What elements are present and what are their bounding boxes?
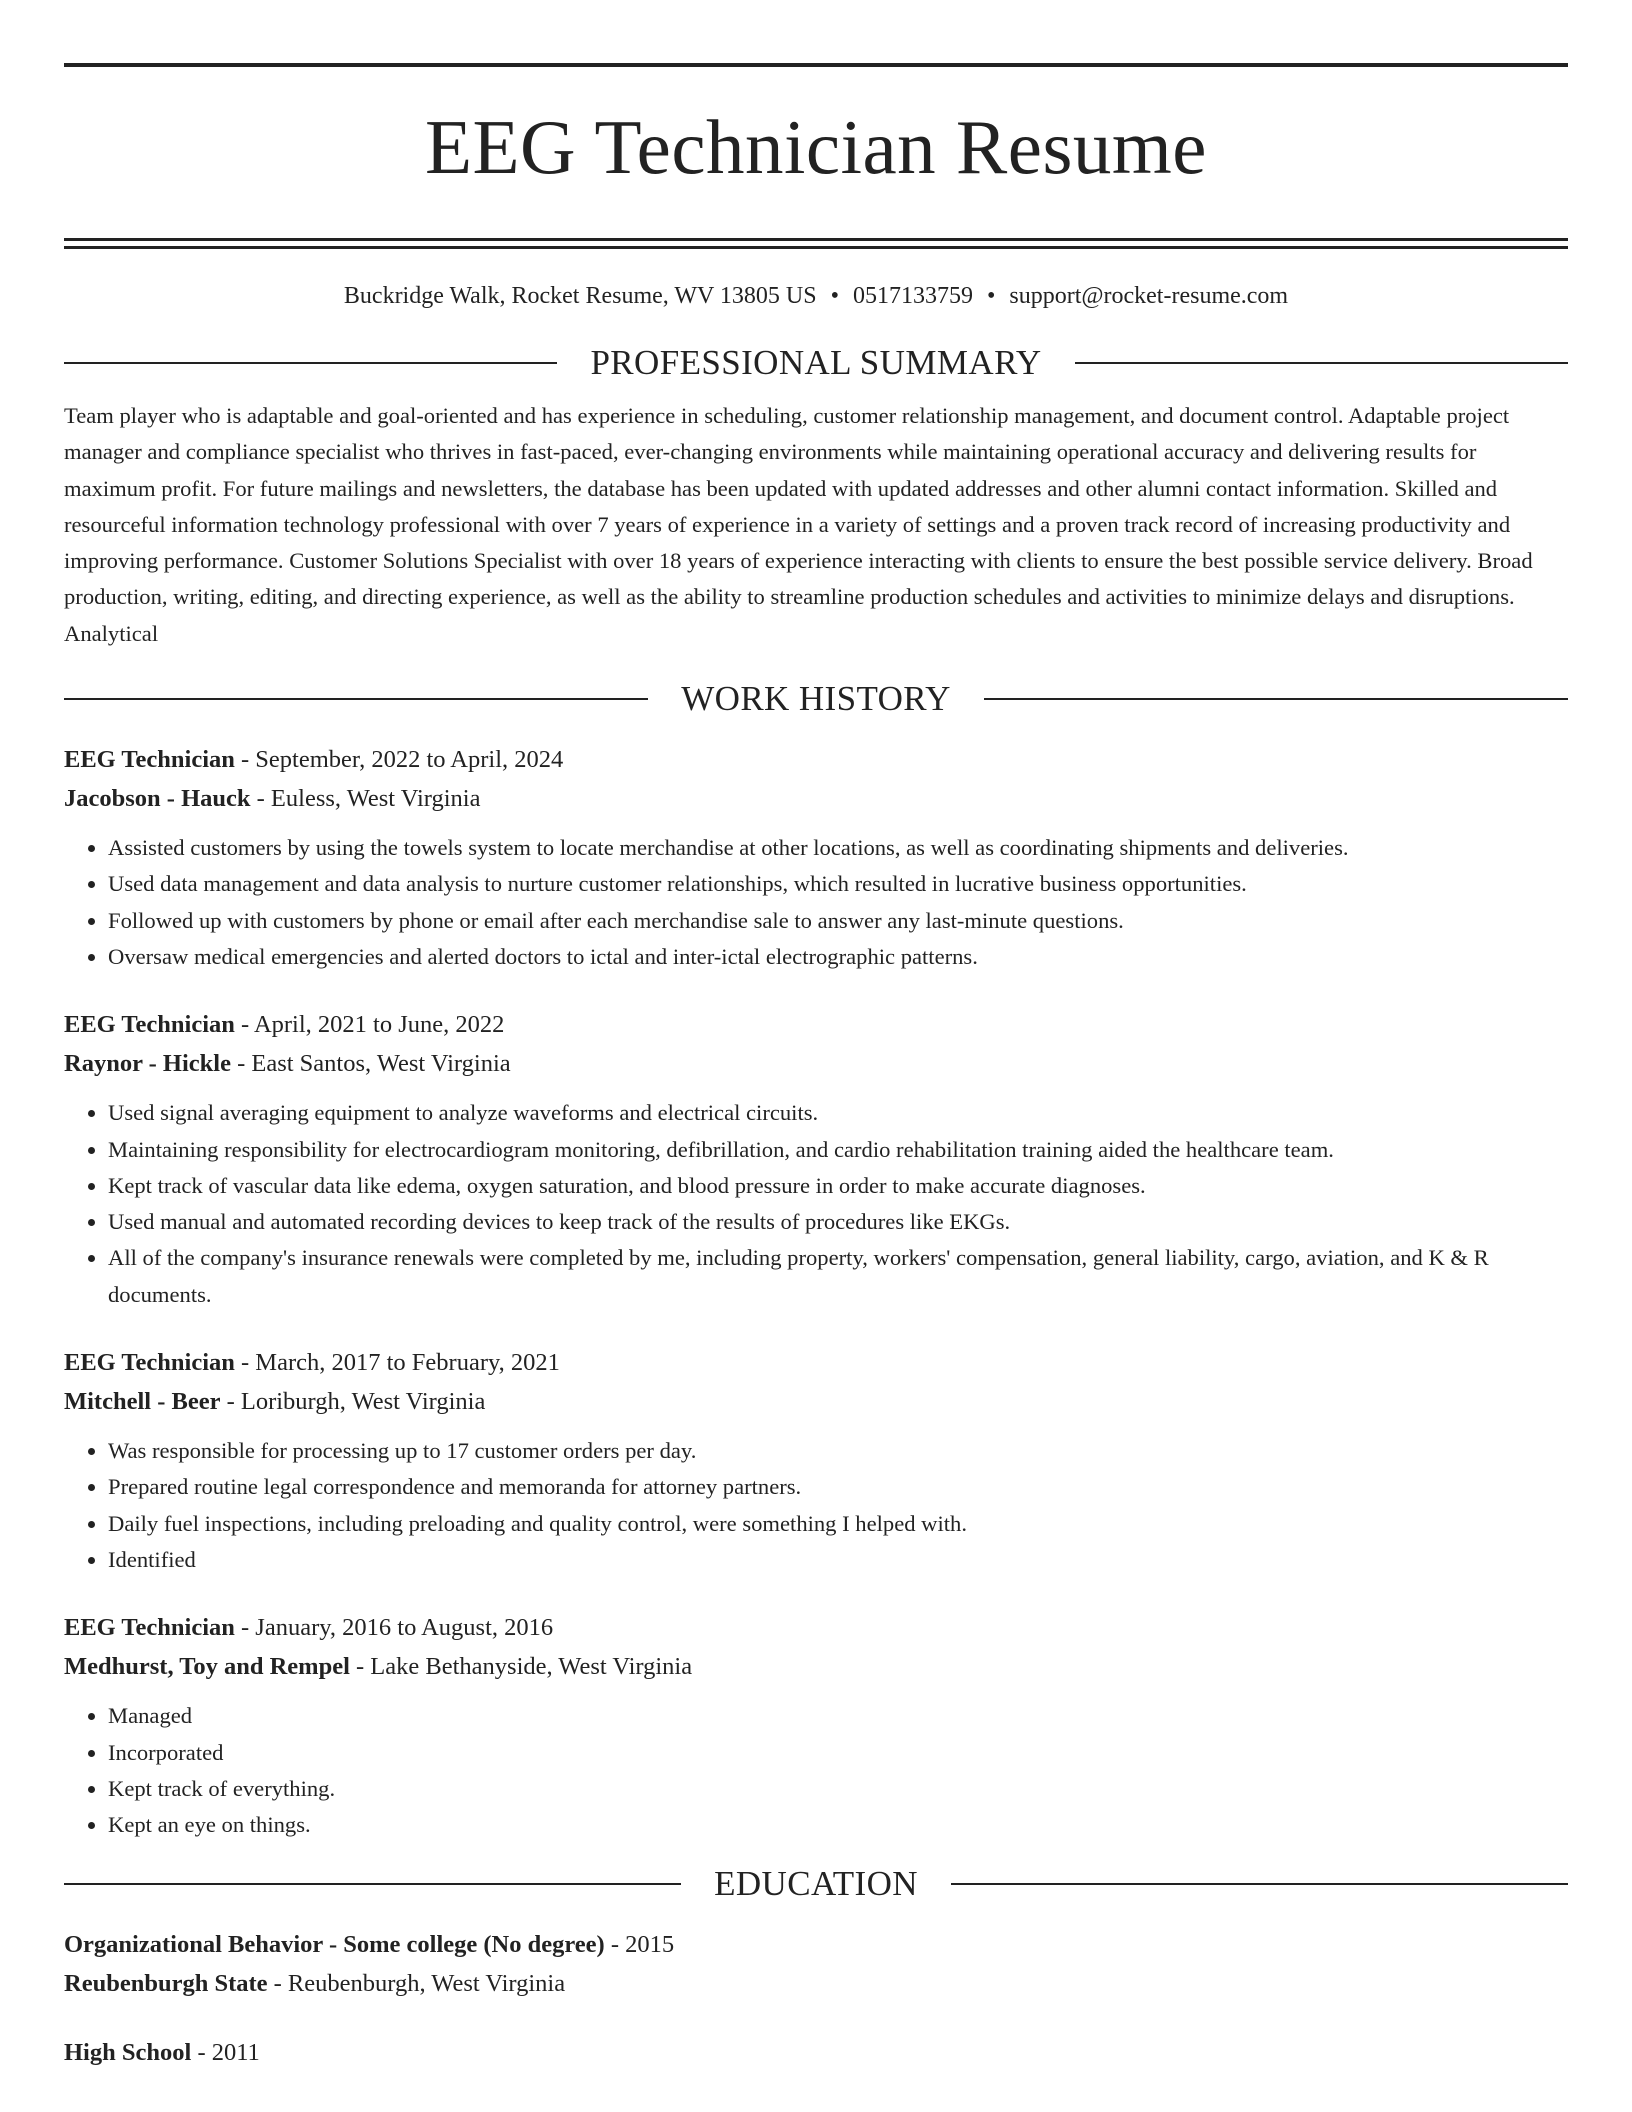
heading-rule [64, 698, 648, 700]
job-company: Raynor - Hickle [64, 1050, 231, 1078]
job-title: EEG Technician [64, 1349, 235, 1377]
job-title-line [64, 1343, 1568, 1382]
job-company-line [64, 1382, 1568, 1421]
job-dates: - April, 2021 to June, 2022 [234, 1011, 505, 1039]
job-bullet: • Used data management and data analysis to nurture customer relationships, which resulted in lucrative business opportunities. [108, 866, 1568, 902]
job-company: Mitchell - Beer [64, 1388, 221, 1416]
contact-separator: • [830, 283, 839, 309]
resume-page [64, 0, 1568, 2072]
contact-address: Buckridge Walk, Rocket Resume, WV 13805 US [343, 283, 817, 309]
contact-separator: • [987, 283, 996, 309]
section-title: WORK HISTORY [681, 679, 951, 719]
heading-rule [64, 1883, 681, 1885]
job-bullet: • Was responsible for processing up to 17 customer orders per day. [108, 1433, 1568, 1469]
job-dates: - March, 2017 to February, 2021 [234, 1349, 560, 1377]
education-year: - 2015 [604, 1931, 675, 1959]
education-location: - Reubenburgh, West Virginia [267, 1970, 566, 1998]
job-bullet: • Kept track of everything. [108, 1771, 1568, 1807]
job-bullet-list [64, 1095, 1568, 1313]
professional-summary: Team player who is adaptable and goal-oriented and has experience in scheduling, customer relationship management, and document control. Adaptable project manager and compliance specialist who thrives in fast-paced, ever-changing environments while maintaining operational accuracy and delivering results for maximum profit. For future mailings and newsletters, the database has been updated with updated addresses and other alumni contact information. Skilled and resourceful information technology professional with over 7 years of experience in a variety of settings and a proven track record of increasing productivity and improving performance. Customer Solutions Specialist with over 18 years of experience interacting with clients to ensure the best possible service delivery. Broad production, writing, editing, and directing experience, as well as the ability to streamline production schedules and activities to minimize delays and disruptions. Analytical [64, 403, 1533, 646]
job-title: EEG Technician [64, 1011, 235, 1039]
education-list [64, 1925, 1568, 2072]
education-entry [64, 1925, 1568, 2003]
education-entry [64, 2033, 1568, 2072]
job-bullet: • Oversaw medical emergencies and alerted doctors to ictal and inter-ictal electrographic patterns. [108, 939, 1568, 975]
job-bullet: • Kept track of vascular data like edema, oxygen saturation, and blood pressure in order to make accurate diagnoses. [108, 1168, 1568, 1204]
top-rule [64, 63, 1568, 67]
job-dates: - September, 2022 to April, 2024 [234, 746, 564, 774]
job-bullet: • All of the company's insurance renewals were completed by me, including property, workers' compensation, general liability, cargo, aviation, and K & R documents. [108, 1240, 1568, 1313]
title-double-rule [64, 238, 1568, 249]
job-bullet: • Managed [108, 1698, 1568, 1734]
education-school-line [64, 1964, 1568, 2003]
job-entry [64, 1005, 1568, 1313]
section-title: EDUCATION [714, 1864, 918, 1904]
job-bullet: • Daily fuel inspections, including preloading and quality control, were something I helped with. [108, 1506, 1568, 1542]
contact-line [64, 280, 1568, 312]
job-entry [64, 1608, 1568, 1843]
contact-phone: 0517133759 [853, 283, 973, 309]
job-company: Medhurst, Toy and Rempel [64, 1653, 350, 1681]
job-location: - Euless, West Virginia [250, 785, 481, 813]
job-title: EEG Technician [64, 1614, 235, 1642]
heading-rule [1075, 362, 1568, 364]
education-degree-line [64, 2033, 1568, 2072]
heading-rule [984, 698, 1568, 700]
job-company-line [64, 1044, 1568, 1083]
job-title-line [64, 1608, 1568, 1647]
job-bullet: • Used signal averaging equipment to analyze waveforms and electrical circuits. [108, 1095, 1568, 1131]
contact-email: support@rocket-resume.com [1009, 283, 1289, 309]
job-bullet: • Maintaining responsibility for electrocardiogram monitoring, defibrillation, and cardio rehabilitation training aided the healthcare team. [108, 1132, 1568, 1168]
job-bullet: • Prepared routine legal correspondence and memoranda for attorney partners. [108, 1469, 1568, 1505]
work-history-list [64, 740, 1568, 1843]
job-company-line [64, 779, 1568, 818]
job-entry [64, 1343, 1568, 1578]
job-title-line [64, 740, 1568, 779]
heading-rule [951, 1883, 1568, 1885]
education-degree: High School [64, 2039, 192, 2067]
work-section-heading [64, 676, 1568, 722]
job-company-line [64, 1647, 1568, 1686]
job-company: Jacobson - Hauck [64, 785, 251, 813]
job-entry [64, 740, 1568, 975]
job-bullet: • Followed up with customers by phone or email after each merchandise sale to answer any last-minute questions. [108, 903, 1568, 939]
job-bullet: • Incorporated [108, 1735, 1568, 1771]
job-title-line [64, 1005, 1568, 1044]
summary-section-heading [64, 340, 1568, 386]
education-degree: Organizational Behavior - Some college (No degree) [64, 1931, 605, 1959]
education-year: - 2011 [191, 2039, 260, 2067]
section-title: PROFESSIONAL SUMMARY [590, 343, 1042, 382]
education-degree-line [64, 1925, 1568, 1964]
job-dates: - January, 2016 to August, 2016 [234, 1614, 554, 1642]
job-location: - East Santos, West Virginia [230, 1050, 511, 1078]
job-bullet-list [64, 830, 1568, 975]
job-bullet: • Assisted customers by using the towels system to locate merchandise at other locations, as well as coordinating shipments and deliveries. [108, 830, 1568, 866]
job-location: - Lake Bethanyside, West Virginia [349, 1653, 693, 1681]
job-bullet-list [64, 1698, 1568, 1843]
job-location: - Loriburgh, West Virginia [220, 1388, 486, 1416]
job-bullet: • Used manual and automated recording devices to keep track of the results of procedures like EKGs. [108, 1204, 1568, 1240]
job-bullet: • Identified [108, 1542, 1568, 1578]
education-school: Reubenburgh State [64, 1970, 268, 1998]
job-bullet: • Kept an eye on things. [108, 1807, 1568, 1843]
page-title: EEG Technician Resume [424, 104, 1207, 190]
heading-rule [64, 362, 557, 364]
job-bullet-list [64, 1433, 1568, 1578]
job-title: EEG Technician [64, 746, 235, 774]
education-section-heading [64, 1861, 1568, 1907]
